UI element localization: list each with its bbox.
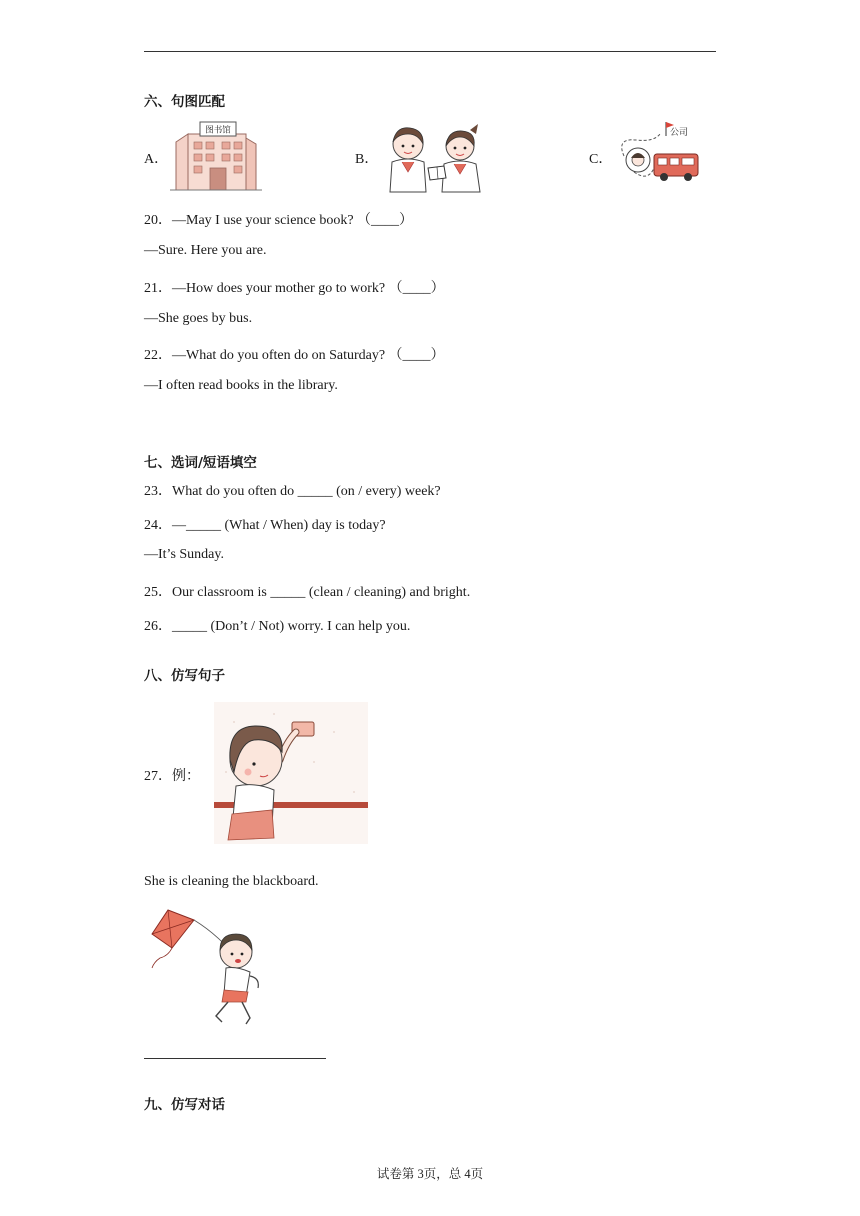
- question-24: 24．—_____ (What / When) day is today?: [144, 518, 386, 533]
- option-c-label: C．: [589, 152, 613, 167]
- question-20: 20．—May I use your science book? （____）: [144, 213, 414, 228]
- answer-24: —It’s Sunday.: [144, 547, 224, 562]
- boy-flying-kite-icon: [150, 906, 282, 1030]
- answer-21: —She goes by bus.: [144, 311, 253, 326]
- example-sentence: She is cleaning the blackboard.: [144, 874, 319, 889]
- company-sign-text: 公司: [670, 128, 689, 138]
- section-8-title: 八、仿写句子: [144, 668, 225, 684]
- option-a-label: A．: [144, 152, 169, 167]
- children-sharing-book-icon: [382, 122, 492, 194]
- question-26: 26．_____ (Don’t / Not) worry. I can help you.: [144, 619, 411, 634]
- question-22: 22．—What do you often do on Saturday? （____）: [144, 348, 445, 363]
- answer-line[interactable]: [144, 1058, 326, 1059]
- question-23: 23．What do you often do _____ (on / every) week?: [144, 484, 441, 499]
- option-b-label: B．: [355, 152, 379, 167]
- header-rule: [144, 51, 716, 52]
- answer-22: —I often read books in the library.: [144, 378, 338, 393]
- section-7-title: 七、选词/短语填空: [144, 455, 257, 471]
- answer-20: —Sure. Here you are.: [144, 243, 267, 258]
- page-footer: 试卷第 3页，总 4页: [376, 1167, 484, 1181]
- bus-to-company-icon: [614, 120, 704, 190]
- section-9-title: 九、仿写对话: [144, 1097, 225, 1113]
- question-21: 21．—How does your mother go to work? （____）: [144, 281, 445, 296]
- library-building-icon: [170, 120, 262, 194]
- library-sign-text: 图书馆: [205, 125, 231, 136]
- question-25: 25．Our classroom is _____ (clean / cleaning) and bright.: [144, 585, 471, 600]
- girl-cleaning-blackboard-icon: [214, 702, 368, 844]
- section-6-title: 六、句图匹配: [144, 94, 225, 110]
- question-27-label: 27．例：: [144, 769, 200, 784]
